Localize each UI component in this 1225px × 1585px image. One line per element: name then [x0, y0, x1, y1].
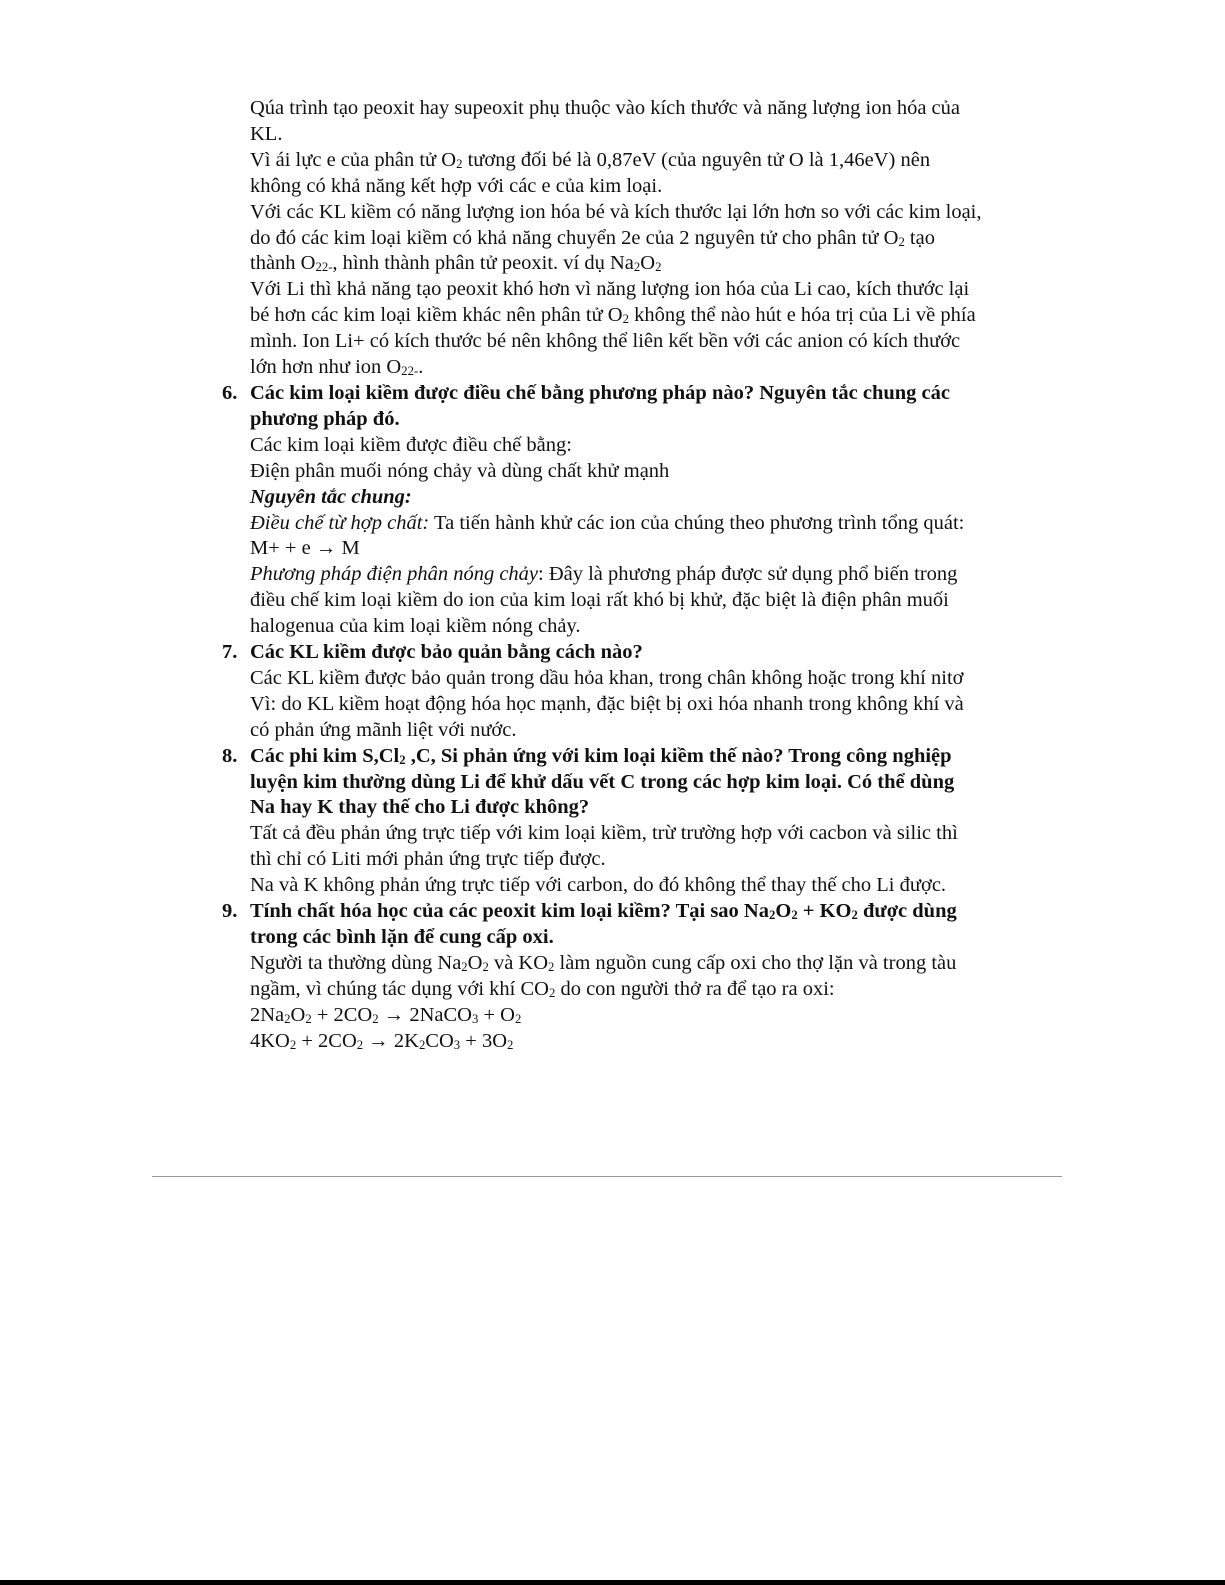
- paragraph-peroxide-formation: [222, 200, 982, 278]
- question-text: Các kim loại kiềm được điều chế bằng phương pháp nào? Nguyên tắc chung các phương pháp đó.: [250, 381, 950, 430]
- subscript: 22-: [401, 363, 419, 378]
- answer-8-line-2: [222, 873, 982, 899]
- question-text: Các phi kim S,Cl: [250, 744, 400, 767]
- paragraph-ion-energy: [222, 96, 982, 148]
- method-electrolysis: [222, 562, 982, 640]
- subscript: 2: [456, 156, 463, 171]
- question-8: [222, 744, 982, 822]
- question-text: Tính chất hóa học của các peoxit kim loại kiềm? Tại sao Na: [250, 900, 769, 923]
- subscript: 2: [507, 1037, 514, 1052]
- question-number: 6.: [222, 381, 238, 404]
- subscript: 2: [548, 985, 556, 1000]
- subscript: 2: [633, 260, 641, 275]
- question-text: ,C, Si phản ứng với kim loại kiềm thế nào? Trong công nghiệp luyện kim thường dùng Li để khử dấu vết C trong các hợp kim loại. Có thể dùng Na hay K thay thế cho Li được không?: [250, 744, 955, 819]
- subscript: 2: [356, 1037, 364, 1052]
- subscript: 22-: [315, 260, 333, 275]
- paragraph-text: Với các KL kiềm có năng lượng ion hóa bé và kích thước lại lớn hơn so với các kim loại, do đó các kim loại kiềm có khả năng chuyển 2e của 2 nguyên tử cho phân tử O: [250, 200, 982, 249]
- paragraph-text: .: [418, 356, 424, 379]
- equation-potassium-superoxide: [222, 1029, 982, 1055]
- question-6: [222, 381, 982, 433]
- answer-text: Điện phân muối nóng chảy và dùng chất khử mạnh: [250, 459, 670, 482]
- paragraph-text: , hình thành phân tử peoxit. ví dụ Na: [332, 252, 634, 275]
- answer-text: Na và K không phản ứng trực tiếp với carbon, do đó không thể thay thế cho Li được.: [250, 874, 947, 897]
- subscript: 2: [514, 1011, 522, 1026]
- subscript: 2: [461, 959, 468, 974]
- equation-part: CO: [425, 1029, 454, 1052]
- subscript: 2: [769, 908, 776, 922]
- answer-text: làm nguồn cung cấp oxi cho thợ lặn và trong tàu ngầm, vì chúng tác dụng với khí CO: [250, 951, 957, 1000]
- question-text: + KO: [797, 900, 852, 923]
- subscript: 2: [655, 260, 662, 275]
- question-text: được dùng trong các bình lặn để cung cấp oxi.: [250, 900, 957, 948]
- equation-part: + 2CO: [296, 1029, 357, 1052]
- equation-sodium-peroxide: [222, 1003, 982, 1029]
- subscript: 3: [471, 1011, 479, 1026]
- method-label: Phương pháp điện phân nóng chảy: [250, 563, 539, 586]
- method-text: Ta tiến hành khử các ion của chúng theo phương trình tổng quát: M+ + e → M: [250, 511, 965, 560]
- answer-text: Các KL kiềm được bảo quản trong dầu hỏa khan, trong chân không hoặc trong khí nitơ: [250, 666, 964, 689]
- question-text: Các KL kiềm được bảo quản bằng cách nào?: [250, 641, 643, 664]
- paragraph-text: Qúa trình tạo peoxit hay supeoxit phụ thuộc vào kích thước và năng lượng ion hóa của KL.: [250, 97, 960, 145]
- principle-heading-text: Nguyên tắc chung:: [250, 485, 412, 508]
- subscript: 2: [548, 959, 555, 974]
- footer-divider: [152, 1176, 1062, 1177]
- subscript: 2: [791, 908, 798, 922]
- answer-text: Vì: do KL kiềm hoạt động hóa học mạnh, đặc biệt bị oxi hóa nhanh trong không khí và có phản ứng mãnh liệt với nước.: [250, 692, 964, 741]
- paragraph-text: không thể nào hút e hóa trị của Li về phía mình. Ion Li+ có kích thước bé nên không thể liên kết bền với các anion có kích thước lớn hơn như ion O: [250, 304, 976, 379]
- question-number: 8.: [222, 744, 238, 767]
- subscript: 2: [305, 1011, 312, 1026]
- answer-text: Các kim loại kiềm được điều chế bằng:: [250, 433, 572, 456]
- answer-text: và KO: [488, 951, 549, 974]
- answer-text: do con người thở ra để tạo ra oxi:: [555, 977, 835, 1000]
- equation-part: + 3O: [460, 1029, 508, 1052]
- equation-part: → 2NaCO: [378, 1003, 472, 1026]
- paragraph-electron-affinity: [222, 148, 982, 200]
- paragraph-text: Với Li thì khả năng tạo peoxit khó hơn vì năng lượng ion hóa của Li cao, kích thước lại bé hơn các kim loại kiềm khác nên phân tử O: [250, 278, 970, 327]
- paragraph-text: Vì ái lực e của phân tử O: [250, 148, 457, 171]
- subscript: 2: [851, 908, 858, 922]
- equation-part: → 2K: [363, 1029, 419, 1052]
- answer-text: Người ta thường dùng Na: [250, 951, 462, 974]
- page-bottom-edge: [0, 1580, 1225, 1585]
- subscript: 2: [372, 1011, 379, 1026]
- paragraph-text: O: [640, 252, 656, 275]
- subscript: 3: [453, 1037, 461, 1052]
- subscript: 2: [289, 1037, 297, 1052]
- equation-part: O: [290, 1003, 306, 1026]
- subscript: 2: [898, 234, 905, 249]
- paragraph-text: tạo thành O: [250, 226, 935, 275]
- answer-6-line-1: [222, 433, 982, 459]
- method-compound: [222, 511, 982, 563]
- subscript: 2: [284, 1011, 291, 1026]
- answer-8-line-1: [222, 821, 982, 873]
- subscript: 2: [482, 959, 489, 974]
- method-text: : Đây là phương pháp được sử dụng phổ biến trong điều chế kim loại kiềm do ion của kim loại rất khó bị khử, đặc biệt là điện phân muối halogenua của kim loại kiềm nóng chảy.: [250, 563, 958, 638]
- question-number: 9.: [222, 900, 238, 923]
- answer-9-line-1: [222, 951, 982, 1003]
- question-9: [222, 899, 982, 951]
- question-text: O: [775, 900, 792, 923]
- answer-6-line-2: [222, 459, 982, 485]
- answer-7-line-1: [222, 666, 982, 692]
- equation-part: 4KO: [250, 1029, 290, 1052]
- subscript: 2: [418, 1037, 426, 1052]
- paragraph-text: tương đối bé là 0,87eV (của nguyên tử O là 1,46eV) nên không có khả năng kết hợp với các e của kim loại.: [250, 148, 931, 197]
- method-label: Điều chế từ hợp chất:: [250, 511, 430, 534]
- equation-part: + O: [478, 1003, 515, 1026]
- subscript: 2: [399, 752, 406, 767]
- answer-text: Tất cả đều phản ứng trực tiếp với kim loại kiềm, trừ trường hợp với cacbon và silic thì thì chỉ có Liti mới phản ứng trực tiếp được.: [250, 822, 958, 871]
- question-7: [222, 640, 982, 666]
- answer-7-line-2: [222, 692, 982, 744]
- question-number: 7.: [222, 641, 238, 664]
- equation-part: + 2CO: [311, 1003, 373, 1026]
- equation-part: 2Na: [250, 1003, 285, 1026]
- answer-text: O: [467, 951, 483, 974]
- subscript: 2: [622, 312, 629, 327]
- paragraph-lithium: [222, 277, 982, 381]
- principle-heading: [222, 485, 982, 511]
- document-body: [222, 96, 982, 1055]
